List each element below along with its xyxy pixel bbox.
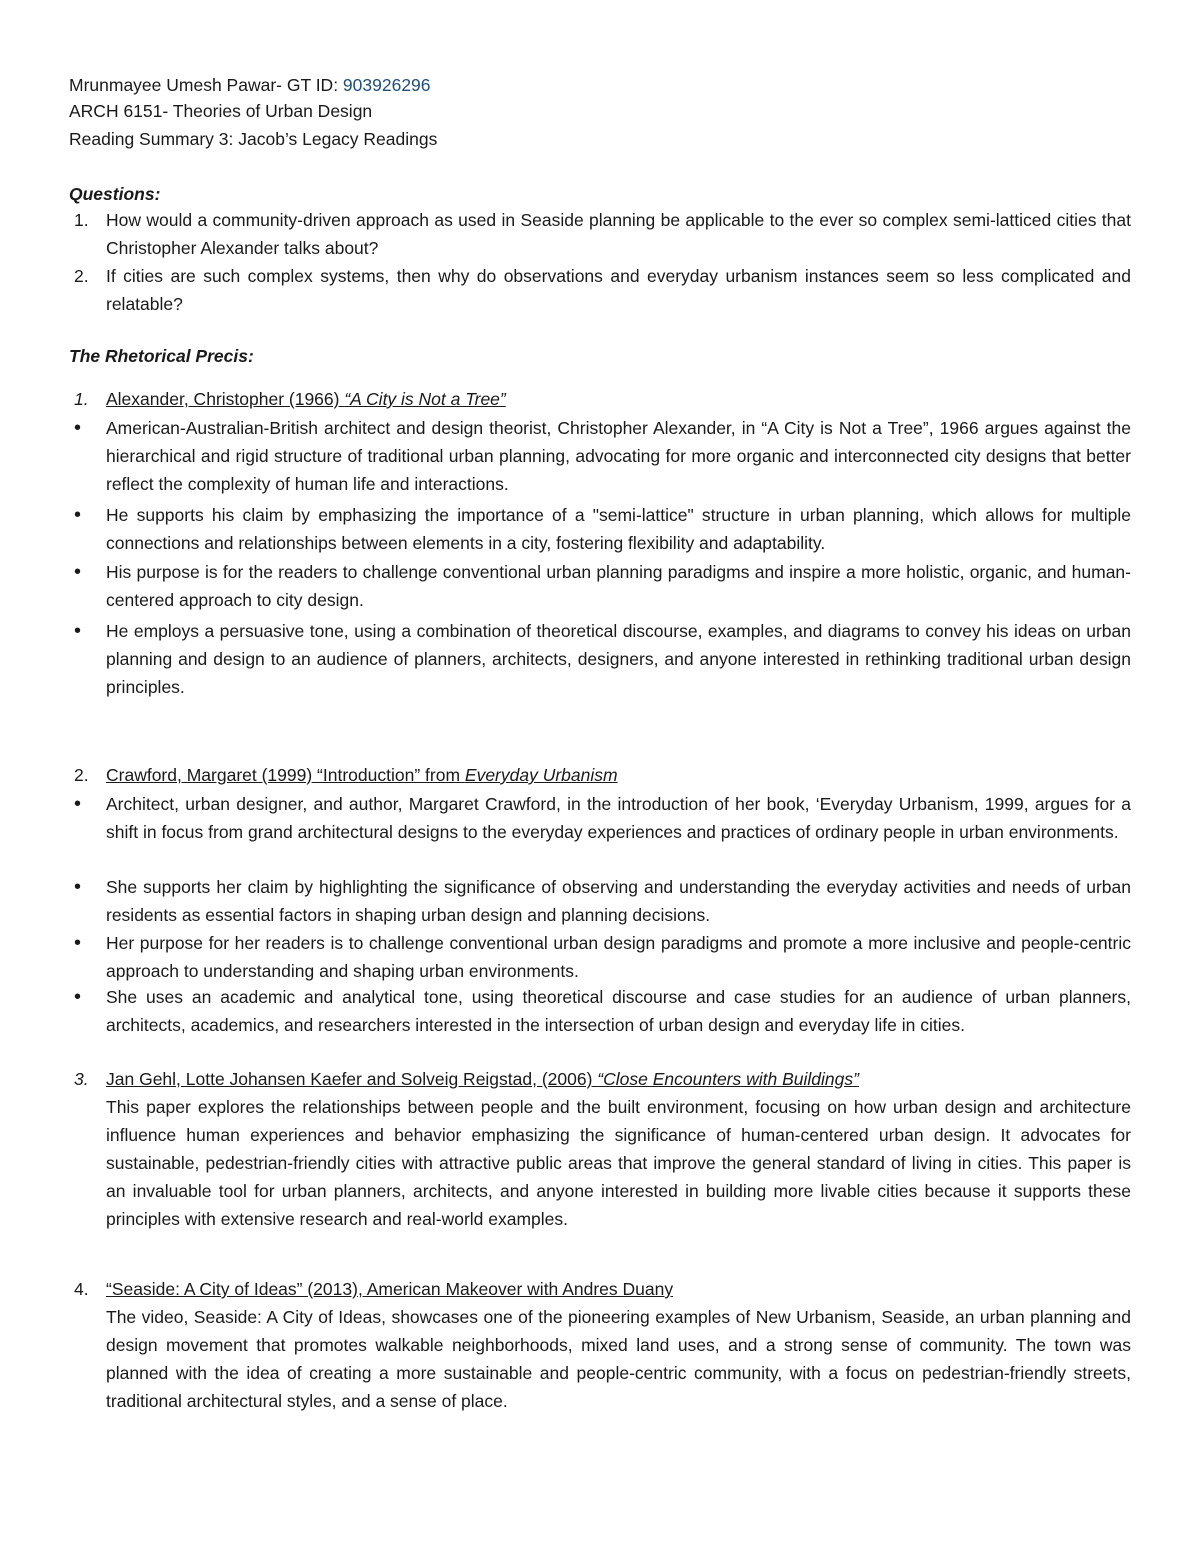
bullet-icon: •: [74, 504, 82, 526]
precis-bullet: Architect, urban designer, and author, Margaret Crawford, in the introduction of her book, ‘Everyday Urbanism, 1999, argues for a shift in focus from grand architectural designs to the everyday experiences and practices of ordinary people in urban environments.: [106, 794, 1131, 842]
entry-title-work: Everyday Urbanism: [464, 765, 618, 785]
bullet-icon: •: [74, 561, 82, 583]
entry-summary: This paper explores the relationships between people and the built environment, focusing on how urban design and architecture influence human experiences and behavior emphasizing the significance of human-centered urban design. It advocates for sustainable, pedestrian-friendly cities with attractive public areas that improve the general standard of living in cities. This paper is an invaluable tool for urban planners, architects, and anyone interested in building more livable cities because it supports these principles with extensive research and real-world examples.: [106, 1097, 1131, 1229]
entry-title-author: Jan Gehl, Lotte Johansen Kaefer and Solveig Reigstad, (2006): [106, 1069, 598, 1089]
entry-number: 4.: [74, 1279, 89, 1299]
entry-title: [106, 1065, 859, 1093]
entry-title: [106, 1275, 673, 1303]
entry-summary: The video, Seaside: A City of Ideas, showcases one of the pioneering examples of New Urbanism, Seaside, an urban planning and design movement that promotes walkable neighborhoods, mixed land uses, and a strong sense of community. The town was planned with the idea of creating a more sustainable and people-centric community, with a focus on pedestrian-friendly streets, traditional architectural styles, and a sense of place.: [106, 1307, 1131, 1411]
bullet-icon: •: [74, 793, 82, 815]
question-text: How would a community-driven approach as used in Seaside planning be applicable to the ever so complex semi-latticed cities that Christopher Alexander talks about?: [106, 210, 1131, 258]
precis-heading: The Rhetorical Precis:: [69, 346, 254, 366]
questions-heading: Questions:: [69, 184, 161, 204]
entry-title-work: “A City is Not a Tree”: [344, 389, 506, 409]
entry-title-author: Crawford, Margaret (1999) “Introduction” from: [106, 765, 465, 785]
precis-bullet: He supports his claim by emphasizing the importance of a "semi-lattice" structure in urban planning, which allows for multiple connections and relationships between elements in a city, fostering flexibility and adaptability.: [106, 505, 1131, 553]
bullet-icon: •: [74, 417, 82, 439]
precis-bullet: American-Australian-British architect and design theorist, Christopher Alexander, in “A City is Not a Tree”, 1966 argues against the hierarchical and rigid structure of traditional urban planning, advocating for more organic and interconnected city designs that better reflect the complexity of human life and interactions.: [106, 418, 1131, 494]
author-line: [69, 71, 431, 99]
precis-bullet: His purpose is for the readers to challenge conventional urban planning paradigms and inspire a more holistic, organic, and human-centered approach to city design.: [106, 562, 1131, 610]
entry-number: 3.: [74, 1069, 89, 1089]
course-title: ARCH 6151- Theories of Urban Design: [69, 101, 373, 121]
entry-title: [106, 761, 618, 789]
precis-bullet: She supports her claim by highlighting the significance of observing and understanding the everyday activities and needs of urban residents as essential factors in shaping urban design and planning decisions.: [106, 877, 1131, 925]
entry-number: 2.: [74, 765, 89, 785]
entry-title-author: “Seaside: A City of Ideas” (2013), American Makeover with Andres Duany: [106, 1279, 674, 1299]
precis-bullet: She uses an academic and analytical tone, using theoretical discourse and case studies for an audience of urban planners, architects, academics, and researchers interested in the intersection of urban design and everyday life in cities.: [106, 987, 1131, 1035]
summary-title: Reading Summary 3: Jacob’s Legacy Readings: [69, 129, 438, 149]
bullet-icon: •: [74, 876, 82, 898]
entry-title: [106, 385, 506, 413]
question-number: 1.: [74, 210, 89, 230]
precis-bullet: He employs a persuasive tone, using a combination of theoretical discourse, examples, and diagrams to convey his ideas on urban planning and design to an audience of planners, architects, designers, and anyone interested in rethinking traditional urban design principles.: [106, 621, 1131, 697]
author-name: Mrunmayee Umesh Pawar- GT ID:: [69, 75, 343, 95]
bullet-icon: •: [74, 620, 82, 642]
entry-number: 1.: [74, 389, 89, 409]
bullet-icon: •: [74, 986, 82, 1008]
entry-title-work: “Close Encounters with Buildings”: [597, 1069, 859, 1089]
gt-id: 903926296: [342, 75, 431, 95]
question-number: 2.: [74, 266, 89, 286]
precis-bullet: Her purpose for her readers is to challenge conventional urban design paradigms and promote a more inclusive and people-centric approach to understanding and shaping urban environments.: [106, 933, 1131, 981]
question-text: If cities are such complex systems, then why do observations and everyday urbanism instances seem so less complicated and relatable?: [106, 266, 1131, 314]
entry-title-author: Alexander, Christopher (1966): [106, 389, 345, 409]
bullet-icon: •: [74, 932, 82, 954]
